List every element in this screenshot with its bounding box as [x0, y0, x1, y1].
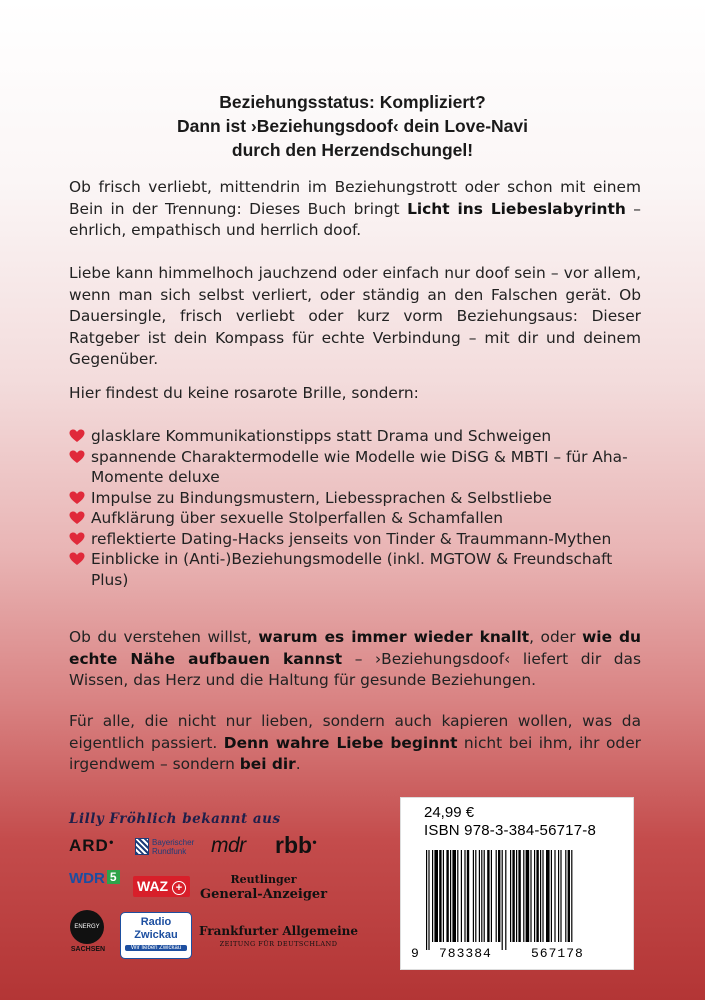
barcode-bar: [450, 850, 451, 942]
barcode-bar: [530, 850, 531, 942]
barcode-bar: [551, 850, 552, 942]
heart-icon: [69, 532, 85, 546]
ard-logo: ARD●: [69, 836, 115, 855]
author-known-from: Lilly Fröhlich bekannt aus: [69, 811, 281, 827]
p5-d: bei dir: [239, 755, 296, 773]
barcode-bar: [505, 850, 506, 950]
p5-a: Für alle, die nicht nur lieben, sondern auch kapieren wollen, was da eigentlich passiert.: [69, 712, 641, 752]
intro-highlight: Licht ins Liebeslabyrinth: [407, 199, 626, 218]
energy-badge: [70, 910, 104, 944]
reutlinger-line-2: General-Anzeiger: [200, 887, 328, 902]
barcode-digit-first: 9: [411, 946, 420, 961]
isbn: ISBN 978-3-384-56717-8: [424, 822, 597, 839]
barcode-bar: [491, 850, 492, 942]
heart-icon: [69, 552, 85, 566]
barcode-bar: [457, 850, 458, 942]
barcode-bar: [461, 850, 462, 942]
barcode-bar: [434, 850, 438, 942]
barcode-bar: [518, 850, 520, 942]
barcode-bar: [443, 850, 444, 942]
heart-icon: [69, 450, 85, 464]
barcode-bar: [546, 850, 550, 942]
barcode-bar: [502, 850, 503, 950]
barcode-bar: [426, 850, 427, 950]
intro-paragraph: [69, 177, 641, 242]
wdr-number: 5: [107, 870, 120, 884]
list-item: [69, 447, 641, 488]
barcode-bar: [496, 850, 497, 942]
waz-text: WAZ: [137, 878, 169, 894]
rbb-logo: rbb●: [275, 832, 317, 858]
ard-text: ARD: [69, 836, 109, 855]
barcode-bar: [498, 850, 500, 942]
list-item-text: Einblicke in (Anti-)Beziehungsmodelle (inkl. MGTOW & Freundschaft Plus): [91, 550, 613, 589]
rbb-text: rbb: [275, 832, 313, 858]
barcode-bar: [484, 850, 485, 942]
list-item: [69, 549, 641, 590]
p5-b: Denn wahre Liebe beginnt: [223, 733, 458, 752]
list-item-text: Aufklärung über sexuelle Stolperfallen & Schamfallen: [91, 509, 503, 527]
br-line-1: Bayerischer: [152, 838, 195, 847]
br-icon: [135, 838, 149, 855]
barcode-bar: [534, 850, 535, 942]
barcode-bar: [516, 850, 517, 942]
wdr-text: WDR: [69, 870, 105, 887]
barcode-bar: [536, 850, 538, 942]
barcode-bar: [432, 850, 433, 942]
barcode-bar: [452, 850, 456, 942]
barcode-bar: [512, 850, 514, 942]
list-item: [69, 529, 641, 550]
barcode-digits-right: 567178: [531, 946, 584, 961]
p4-d: wie du echte Nähe aufbauen kannst: [69, 628, 642, 668]
barcode-bar: [473, 850, 474, 942]
radio-line-2: Zwickau: [134, 929, 178, 941]
list-item-text: Impulse zu Bindungsmustern, Liebessprachen & Selbstliebe: [91, 488, 552, 507]
mdr-logo: mdr: [211, 834, 246, 857]
barcode-bar: [565, 850, 566, 942]
barcode-bar: [487, 850, 489, 942]
headline: [0, 90, 705, 162]
energy-text: ENERGY: [74, 924, 100, 930]
heart-icon: [69, 511, 85, 525]
faz-line-2: ZEITUNG FÜR DEUTSCHLAND: [219, 940, 338, 948]
br-line-2: Rundfunk: [152, 847, 187, 856]
heart-icon: [69, 491, 85, 505]
heart-icon: [69, 429, 85, 443]
list-item: [69, 426, 641, 447]
barcode-bar: [540, 850, 541, 942]
barcode-bar: [568, 850, 570, 942]
barcode-bar: [475, 850, 476, 942]
list-item-text: reflektierte Dating-Hacks jenseits von Tinder & Traummann-Mythen: [91, 529, 612, 548]
love-paragraph: Liebe kann himmelhoch jauchzend oder einfach nur doof sein – vor allem, wenn man sich selbst verliert, oder ständig an den Falschen gerät. Ob Dauersingle, frisch verliebt oder kurz vorm Beziehungsaus: Dieser Ratgeber ist dein Kompass für echte Verbindung – mit dir und deinem Gegenüber.: [69, 264, 641, 368]
barcode-bar: [542, 850, 543, 942]
feature-list: [69, 426, 641, 590]
barcode-bar: [467, 850, 469, 942]
barcode-bar: [428, 850, 429, 950]
reutlinger-line-1: Reutlinger: [230, 873, 297, 886]
radio-tagline: Wir lieben Zwickau: [125, 945, 187, 951]
barcode-bar: [571, 850, 572, 942]
radio-line-1: Radio: [140, 916, 172, 928]
barcode-bar: [523, 850, 524, 942]
barcode-bar: [558, 850, 559, 942]
barcode-bar: [481, 850, 482, 942]
headline-line-3: durch den Herzendschungel!: [231, 140, 474, 160]
barcode-digits-left: 783384: [439, 946, 492, 961]
intro-text-a: Ob frisch verliebt, mittendrin im Beziehungstrott oder schon mit einem Bein in der Trennung: Dieses Buch bringt: [69, 178, 641, 218]
list-item: [69, 488, 641, 509]
barcode: [418, 850, 623, 952]
p4-a: Ob du verstehen willst,: [69, 628, 259, 646]
sachsen-text: SACHSEN: [70, 946, 106, 953]
energy-logo: [66, 910, 110, 962]
barcode-bar: [479, 850, 480, 942]
barcode-box: [400, 797, 634, 970]
barcode-bar: [464, 850, 465, 942]
barcode-bar: [446, 850, 448, 942]
p5-e: .: [295, 755, 301, 773]
wdr-logo: [69, 870, 120, 887]
p4-b: warum es immer wieder knallt: [258, 628, 530, 646]
list-item: [69, 508, 641, 529]
p4-e: – ›Beziehungsdoof‹ liefert dir das Wissen, das Herz und die Haltung für gesunde Beziehungen.: [69, 649, 641, 689]
faz-line-1: Frankfurter Allgemeine: [199, 924, 359, 938]
closing-paragraph: [69, 711, 641, 776]
intro-text-c: – ehrlich, empathisch und herrlich doof.: [69, 199, 641, 239]
barcode-bar: [526, 850, 530, 942]
headline-line-1: Beziehungsstatus: Kompliziert?: [219, 92, 486, 112]
p4-c: , oder: [529, 628, 583, 646]
list-item-text: glasklare Kommunikationstipps statt Drama und Schweigen: [91, 427, 552, 445]
list-intro: Hier findest du keine rosarote Brille, sondern:: [69, 384, 419, 402]
faz-logo: [199, 925, 358, 951]
knallt-paragraph: [69, 627, 641, 692]
reutlinger-logo: [200, 872, 327, 902]
waz-logo: [133, 876, 190, 897]
list-item-text: spannende Charaktermodelle wie Modelle wie DiSG & MBTI – für Aha-Momente deluxe: [91, 447, 628, 486]
plus-icon: +: [172, 881, 186, 895]
headline-line-2: Dann ist ›Beziehungsdoof‹ dein Love-Navi: [177, 116, 528, 136]
barcode-bar: [560, 850, 561, 942]
barcode-bar: [510, 850, 511, 942]
barcode-bar: [554, 850, 555, 942]
barcode-bar: [439, 850, 441, 942]
radio-zwickau-logo: [120, 912, 192, 959]
price: 24,99 €: [424, 804, 475, 821]
p5-c: nicht bei ihm, ihr oder irgendwem – sondern: [69, 733, 641, 773]
br-logo: [135, 838, 194, 856]
